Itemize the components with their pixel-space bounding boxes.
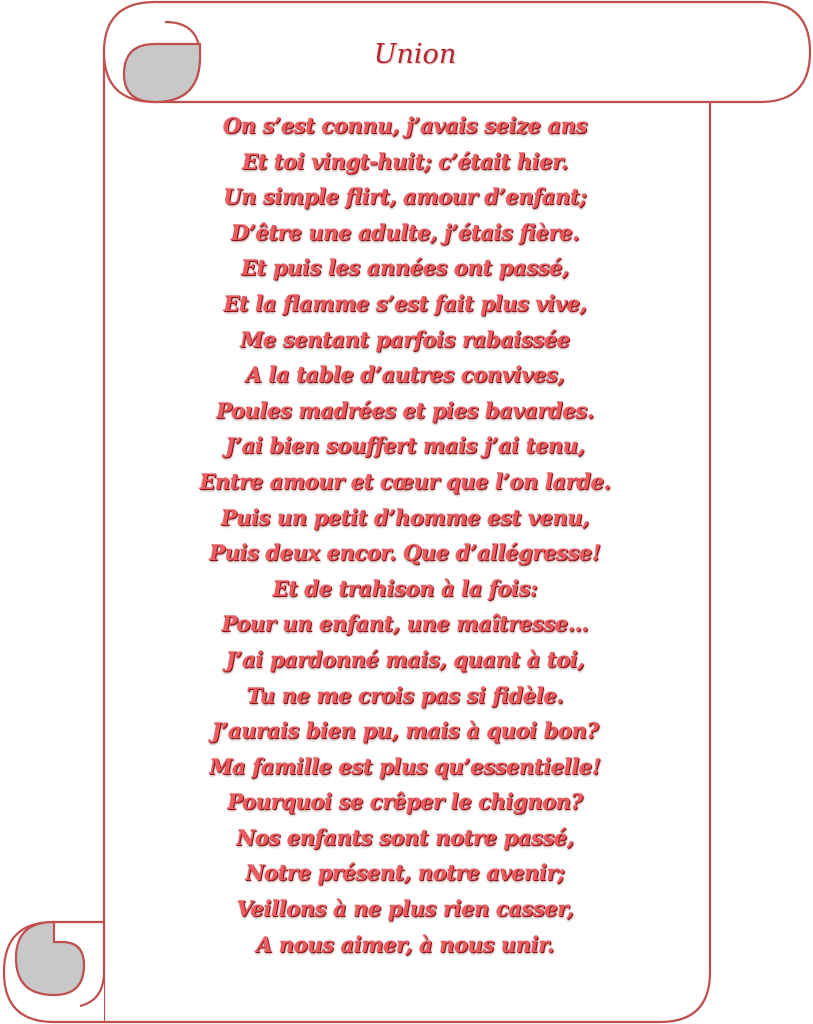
poem-line: J’ai bien souffert mais j’ai tenu,	[225, 433, 585, 459]
poem-line: Ma famille est plus qu’essentielle!	[209, 753, 601, 779]
poem-line: Tu ne me crois pas si fidèle.	[246, 682, 564, 708]
poem-line: Et puis les années ont passé,	[241, 255, 569, 281]
poem-line: Et la flamme s’est fait plus vive,	[223, 290, 587, 316]
poem-line: Puis un petit d’homme est venu,	[220, 504, 590, 530]
poem-line: Veillons à ne plus rien casser,	[236, 896, 574, 922]
poem-line: Et toi vingt-huit; c’était hier.	[242, 148, 568, 174]
poem-line: D’être une adulte, j’étais fière.	[230, 219, 580, 245]
poem-line: Entre amour et cœur que l’on larde.	[199, 468, 611, 494]
poem-line: A la table d’autres convives,	[245, 362, 565, 388]
poem-line: J’aurais bien pu, mais à quoi bon?	[211, 718, 599, 744]
poem-line: Pourquoi se crêper le chignon?	[227, 789, 583, 815]
poem-line: Pour un enfant, une maîtresse…	[221, 611, 589, 637]
poem-line: A nous aimer, à nous unir.	[256, 931, 554, 957]
poem-line: Me sentant parfois rabaissée	[240, 326, 570, 352]
poem-body	[170, 108, 640, 962]
poem-line: Et de trahison à la fois:	[272, 575, 538, 601]
poem-line: J’ai pardonné mais, quant à toi,	[225, 646, 585, 672]
poem-line: Un simple flirt, amour d’enfant;	[223, 184, 587, 210]
poem-line: Puis deux encor. Que d’allégresse!	[209, 540, 601, 566]
poem-title: Union	[373, 39, 457, 70]
poem-line: Notre présent, notre avenir;	[245, 860, 565, 886]
poem-line: Nos enfants sont notre passé,	[236, 824, 574, 850]
poem-line: Poules madrées et pies bavardes.	[216, 397, 594, 423]
poem-line: On s’est connu, j’avais seize ans	[222, 113, 588, 138]
